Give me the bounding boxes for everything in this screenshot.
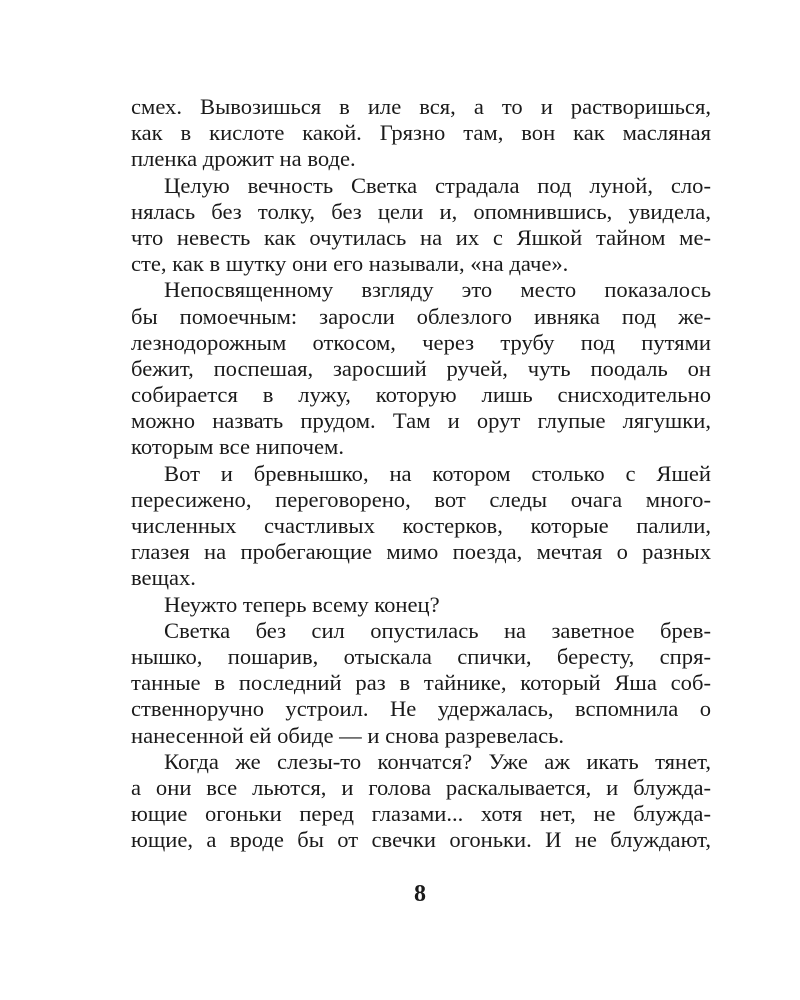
text-line: нанесенной ей обиде — и снова разревелась. — [131, 722, 565, 748]
body-text — [131, 94, 711, 853]
text-line: Непосвященному взгляду это место показалось — [164, 277, 711, 303]
text-line: Целую вечность Светка страдала под луной, сло- — [164, 172, 711, 198]
text-line: бежит, поспешая, заросший ручей, чуть поодаль он — [131, 355, 711, 381]
text-line: Светка без сил опустилась на заветное брев- — [164, 617, 711, 643]
text-line: нялась без толку, без цели и, опомнившись, увидела, — [131, 198, 711, 224]
text-line: как в кислоте какой. Грязно там, вон как масляная — [131, 120, 711, 146]
text-line: бы помоечным: заросли облезлого ивняка под же- — [131, 303, 711, 329]
text-line: что невесть как очутилась на их с Яшкой тайном ме- — [131, 224, 711, 250]
text-line: сте, как в шутку они его называли, «на даче». — [131, 251, 569, 277]
text-line: глазея на пробегающие мимо поезда, мечтая о разных — [131, 539, 711, 565]
page-number: 8 — [414, 881, 426, 907]
text-line: пленка дрожит на воде. — [131, 146, 356, 172]
text-line: Когда же слезы-то кончатся? Уже аж икать тянет, — [164, 748, 711, 774]
text-line: численных счастливых костерков, которые палили, — [131, 513, 711, 538]
text-line: Неужто теперь всему конец? — [164, 591, 440, 617]
text-line: танные в последний раз в тайнике, который Яша соб- — [131, 670, 711, 696]
text-line: собирается в лужу, которую лишь снисходительно — [131, 382, 711, 408]
text-line: Вот и бревнышко, на котором столько с Яшей — [164, 460, 711, 486]
text-line: которым все нипочем. — [131, 434, 344, 460]
text-line: ственноручно устроил. Не удержалась, вспомнила о — [131, 696, 711, 722]
text-line: а они все льются, и голова раскалывается, и блужда- — [131, 774, 711, 800]
text-line: смех. Вывозишься в иле вся, а то и растворишься, — [131, 94, 711, 119]
text-line: вещах. — [131, 565, 196, 591]
text-line: пересижено, переговорено, вот следы очага много- — [131, 486, 711, 512]
text-line: лезнодорожным откосом, через трубу под путями — [131, 329, 711, 355]
text-line: ющие, а вроде бы от свечки огоньки. И не блуждают, — [131, 827, 711, 853]
text-line: ющие огоньки перед глазами... хотя нет, не блужда- — [131, 801, 711, 827]
text-line: нышко, пошарив, отыскала спички, бересту, спря- — [131, 643, 711, 669]
text-line: можно назвать прудом. Там и орут глупые лягушки, — [131, 408, 711, 434]
